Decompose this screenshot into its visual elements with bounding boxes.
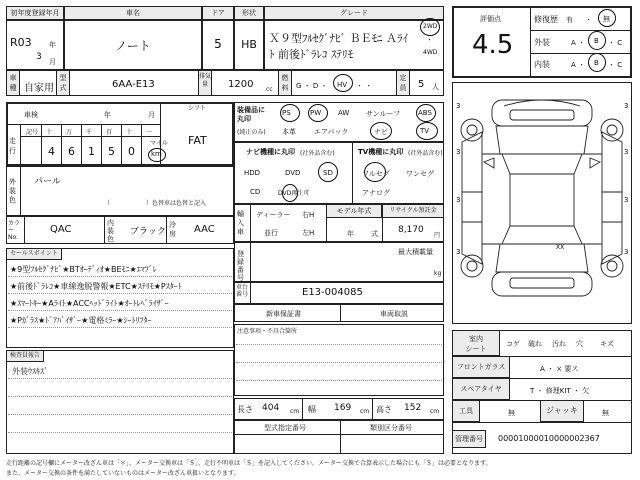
- height-unit: cm: [430, 408, 440, 415]
- jack-value: 無: [602, 409, 609, 417]
- sales-point-line: ★Pｶﾞﾗｽ★ﾄﾞｱﾊﾞｲｻﾞｰ★電格ﾐﾗｰ★ｼｰﾄﾘﾌﾀｰ: [10, 316, 152, 325]
- diagram-mark: 3: [624, 248, 629, 256]
- diagram-mark: 3: [624, 102, 629, 110]
- mileage-digit-divider: [121, 125, 122, 165]
- chassis-value: E13-004085: [302, 287, 363, 298]
- mileage-place-label: 十: [46, 129, 53, 136]
- repair-yes: 有: [566, 16, 573, 24]
- interior-sheet-label-2: シート: [465, 345, 487, 353]
- first-reg-label: 初年度登録年月: [6, 6, 64, 20]
- interior-label: 内装: [534, 60, 550, 69]
- unit-km: km: [151, 150, 162, 158]
- interior-sheet-item: キズ: [600, 340, 614, 348]
- capacity-unit: 人: [432, 83, 439, 91]
- diagram-mark: 3: [624, 148, 629, 156]
- ac-label: 冷房: [169, 221, 176, 238]
- car-name-value: ノート: [115, 39, 151, 53]
- interior-grades: A ・: [571, 61, 586, 69]
- import-label: 輸入車: [237, 210, 244, 236]
- door-value: 5: [214, 37, 222, 51]
- navi-opt-dvd-play: DVD再生可: [278, 190, 310, 197]
- load-unit: kg: [434, 270, 442, 277]
- shift-label: シフト: [188, 105, 207, 112]
- navi-opt-hdd: HDD: [244, 169, 261, 177]
- capacity-value: 5: [418, 79, 425, 90]
- equip-item: PS: [282, 109, 291, 117]
- height-label: 高さ: [376, 405, 392, 414]
- mileage-digit: 6: [68, 145, 75, 158]
- management-label: 管理番号: [452, 430, 486, 448]
- right-hand-label: 右H: [302, 211, 315, 219]
- new-warranty-label: 新車保証書: [266, 310, 301, 318]
- navi-opt-dvd: DVD: [285, 169, 301, 177]
- fuel-label: 燃料: [278, 70, 292, 96]
- equip-item: 本革: [282, 128, 296, 136]
- width-label: 幅: [308, 405, 316, 414]
- inspector-title: 検査員報告: [6, 350, 44, 362]
- footer-note-1: 走行距離の記号欄にメーター改ざん車は「＊」、メーター交換車は「＄」、走行不明車は「＄」を記入してください。メーター交換で合算表示した場合にも「＄」は必要となります。: [6, 460, 492, 467]
- color-code-label: カラーNo.: [8, 220, 21, 241]
- tv-title: TV機種に丸印: [358, 148, 404, 156]
- vehicle-label: 車検: [24, 111, 38, 119]
- color-code-value: QAC: [50, 224, 72, 235]
- tools-label: 工具: [452, 400, 480, 422]
- exterior-tail: ・ C: [608, 39, 623, 47]
- equip-item: エアバック: [314, 128, 349, 136]
- notes-title: 注意事項・不具合箇所: [237, 328, 298, 335]
- spec-row: [6, 70, 444, 96]
- mileage-digit-divider: [81, 125, 82, 165]
- purpose-value: 自家用: [24, 83, 54, 94]
- equip-item: TV: [420, 127, 430, 135]
- interior-sheet-label: [452, 330, 500, 356]
- exterior-label: 外装: [534, 38, 550, 47]
- front-glass-label: フロントガラス: [452, 356, 510, 378]
- mileage-digit-divider: [61, 125, 62, 165]
- footer-note-2: また、メーター交換の条件を満たしていないものはメーター改ざん車扱いとなります。: [6, 470, 240, 477]
- inspector-line: 外装ｳｽｷｽﾞ: [12, 367, 48, 376]
- drive-4wd: 4WD: [423, 49, 438, 56]
- equipment-title: 装備品に丸印: [237, 106, 265, 123]
- sales-point-line: ★ｽﾏｰﾄｷｰ★Aﾗｲﾄ★ACCﾍｯﾄﾞﾗｲﾄ★ｵｰﾄﾚﾍﾞﾗｲｻﾞｰ: [10, 299, 169, 308]
- model-year-unit: 年: [347, 230, 354, 238]
- mileage-place-label: 千: [86, 129, 93, 136]
- repair-sep: ・: [585, 16, 592, 24]
- interior-sheet-item: 汚れ: [552, 340, 566, 348]
- navi-note: (社外品含む): [300, 150, 335, 157]
- interior-sheet-item: 穴: [576, 340, 583, 348]
- spare-tire-options: T ・ 修理KIT ・ 欠: [530, 387, 590, 395]
- parallel-label: 並行: [264, 229, 278, 237]
- mileage-digit-divider: [141, 125, 142, 165]
- recycle-unit: 円: [434, 232, 441, 239]
- equip-item: PW: [310, 109, 322, 117]
- length-value: 404: [262, 403, 280, 413]
- interior-color-value: ブラック: [130, 227, 166, 237]
- tv-opt-analog: アナログ: [362, 189, 390, 197]
- management-number: 00001000010000002367: [498, 434, 600, 443]
- equip-item: ABS: [418, 109, 432, 117]
- drive-sep: ・: [426, 36, 433, 44]
- model-year-type: 式: [371, 230, 378, 238]
- recolor-note: （ ）色替車は色替と記入: [104, 200, 207, 207]
- vehicle-year-unit: 年: [104, 111, 111, 119]
- navi-title: ナビ機種に丸印: [246, 148, 295, 156]
- chassis-label: 車台番号: [236, 284, 249, 298]
- equipment-std-note: (純正のみ): [237, 129, 266, 136]
- manual-label: 車両取説: [380, 310, 408, 318]
- repair-label: 修復歴: [534, 15, 558, 24]
- mileage-header-line: [21, 136, 160, 137]
- fuel-hv: HV: [337, 81, 348, 89]
- height-value: 152: [404, 403, 422, 413]
- max-load-label: 最大積載量: [398, 248, 433, 256]
- recycle-label: リサイクル預託金: [382, 204, 444, 218]
- mileage-digit: 1: [88, 145, 95, 158]
- car-name-label: 車名: [64, 6, 202, 20]
- exterior-b: B: [594, 37, 599, 45]
- mileage-digit: 5: [108, 145, 115, 158]
- reg-no-label: 登録番号: [237, 250, 244, 282]
- car-diagram: [452, 82, 632, 324]
- grade-line1: Ｘ９型ﾌﾙｾｸﾞﾅﾋﾞ ＢＥﾓﾆ Ａﾗｲ: [269, 32, 408, 45]
- vehicle-month-unit: 月: [148, 111, 155, 119]
- sales-point-line: ★前後ﾄﾞﾗﾚｺ★車線逸脱警報★ETC★ｽﾃﾘﾓ★Pｽﾀｰﾄ: [10, 282, 182, 291]
- diagram-mark: 3: [456, 196, 461, 204]
- length-unit: cm: [290, 408, 300, 415]
- dealer-label: ディーラー: [256, 211, 291, 219]
- score-label: 評価点: [480, 15, 501, 23]
- navi-opt-cd: CD: [250, 188, 261, 196]
- fuel-tail: ・ ・: [356, 82, 373, 90]
- model-year-label: モデル年式: [326, 204, 382, 218]
- length-label: 長さ: [237, 405, 253, 414]
- shift-value: FAT: [188, 134, 207, 147]
- month-value: 3: [36, 52, 42, 62]
- tv-note: (社外品含む): [408, 150, 443, 157]
- shape-label: 形状: [234, 6, 264, 20]
- diagram-mark: 3: [456, 148, 461, 156]
- displacement-label: 排気量: [198, 70, 212, 96]
- tv-opt-fullseg: フルセグ: [362, 170, 390, 178]
- capacity-label: 定員: [396, 70, 410, 96]
- sales-point-line: ★9型ﾌﾙｾｸﾞﾅﾋﾞ★BTｵｰﾃﾞｨｵ★BEﾓﾆ★ｴﾏﾌﾞﾚ: [10, 265, 157, 274]
- displacement-value: 1200: [228, 79, 254, 90]
- diagram-mark: 3: [624, 196, 629, 204]
- fuel-options: G ・ D ・: [296, 82, 328, 90]
- spare-tire-label: スペアタイヤ: [452, 378, 510, 400]
- mileage-place-label: 一: [146, 129, 153, 136]
- month-unit: 月: [49, 58, 56, 66]
- repair-no: 無: [603, 15, 610, 23]
- drive-2wd: 2WD: [423, 23, 438, 30]
- mileage-digit-divider: [41, 125, 42, 165]
- width-unit: cm: [360, 408, 370, 415]
- front-glass-options: A ・ × 要ス: [540, 365, 579, 373]
- mileage-digit: 0: [128, 145, 135, 158]
- left-hand-label: 左H: [302, 229, 315, 237]
- interior-color-label: 内装色: [107, 219, 114, 243]
- jack-label: ジャッキ: [540, 400, 584, 422]
- grade-label: グレード: [264, 6, 444, 20]
- width-value: 169: [334, 403, 352, 413]
- shape-value: HB: [241, 38, 257, 51]
- year-value: R03: [10, 36, 32, 49]
- interior-sheet-item: 破れ: [528, 340, 542, 348]
- mileage-place-label: 記号: [26, 129, 39, 136]
- diagram-xx-mark: XX: [556, 244, 565, 251]
- driven-label: 走行: [9, 137, 16, 155]
- mileage-digit: 4: [48, 145, 55, 158]
- ac-value: AAC: [194, 224, 215, 235]
- class-label: 類別区分番号: [370, 424, 412, 432]
- year-unit: 年: [49, 41, 56, 49]
- mileage-place-label: 百: [106, 129, 113, 136]
- mileage-place-label: 十: [126, 129, 133, 136]
- mileage-place-label: 万: [66, 129, 73, 136]
- diagram-mark: 3: [456, 248, 461, 256]
- interior-b: B: [594, 59, 599, 67]
- tools-value: 無: [508, 409, 515, 417]
- diagram-mark: 3: [456, 102, 461, 110]
- score-value: 4.5: [472, 30, 514, 60]
- interior-sheet-label-1: 室内: [469, 335, 483, 343]
- model-label: 型式: [56, 70, 70, 96]
- exterior-color-label: 外装色: [9, 178, 16, 204]
- unit-mile: マイル: [150, 140, 168, 147]
- equip-item: ナビ: [374, 128, 388, 136]
- displacement-unit: cc: [266, 86, 273, 93]
- interior-sheet-item: コゲ: [506, 340, 520, 348]
- purpose-label: 車種: [6, 70, 20, 96]
- type-cert-label: 型式指定番号: [264, 424, 306, 432]
- exterior-grades: A ・: [571, 39, 586, 47]
- grade-line2: ﾄ 前後ﾄﾞﾗﾚｺ ｽﾃﾘﾓ: [269, 48, 353, 61]
- equip-item: AW: [338, 109, 350, 117]
- recycle-value: 8,170: [398, 225, 424, 235]
- tv-opt-oneseg: ワンセグ: [406, 170, 434, 178]
- model-value: 6AA-E13: [112, 79, 155, 90]
- equip-item: サンルーフ: [366, 110, 401, 118]
- navi-opt-sd: SD: [323, 169, 333, 177]
- sales-points-title: セールスポイント: [6, 248, 62, 260]
- exterior-color-value: パール: [34, 177, 61, 187]
- mileage-digit-divider: [101, 125, 102, 165]
- interior-tail: ・ C: [608, 61, 623, 69]
- door-label: ドア: [202, 6, 234, 20]
